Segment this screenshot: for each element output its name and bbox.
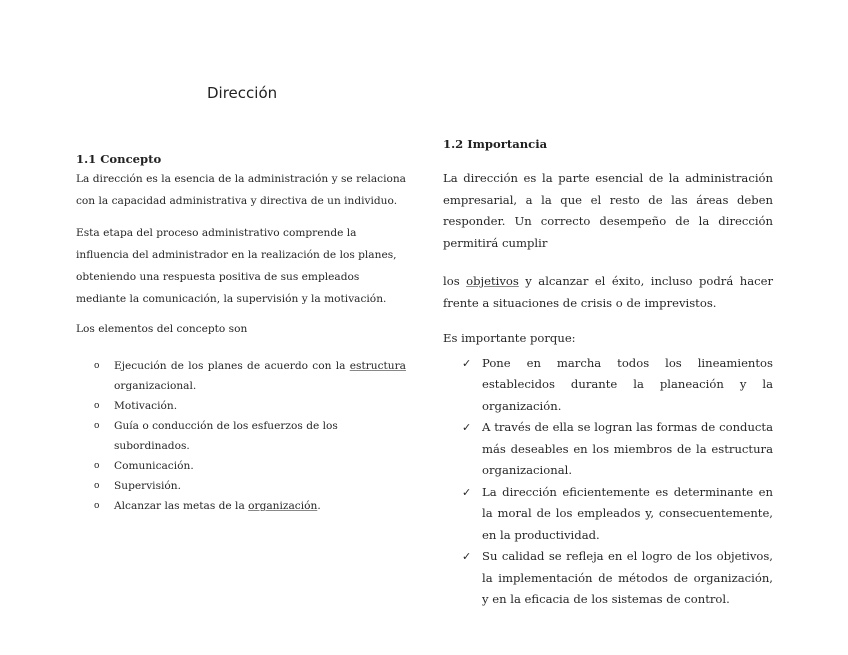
- list-item: ✓ A través de ella se logran las formas de conducta más deseables en los miembros de la estructura organizacional.: [482, 417, 773, 482]
- estructura-link[interactable]: estructura: [349, 360, 406, 372]
- list-item: o Motivación.: [114, 396, 406, 416]
- list-item: o Guía o conducción de los esfuerzos de los subordinados.: [114, 416, 406, 456]
- circle-bullet-icon: o: [94, 361, 100, 371]
- checkmark-icon: ✓: [462, 421, 472, 434]
- concept-paragraph-3: Los elementos del concepto son: [76, 323, 248, 335]
- circle-bullet-icon: o: [94, 501, 100, 511]
- concept-column: [76, 152, 406, 516]
- reasons-list: [443, 353, 773, 611]
- importance-paragraph-2: los objetivos y alcanzar el éxito, incluso podrá hacer frente a situaciones de crisis o de imprevistos.: [443, 274, 773, 310]
- checkmark-icon: ✓: [462, 356, 472, 370]
- circle-bullet-icon: o: [94, 461, 100, 471]
- checkmark-icon: ✓: [462, 550, 472, 563]
- list-item: o Supervisión.: [114, 476, 406, 496]
- list-item: ✓ La dirección eficientemente es determinante en la moral de los empleados y, consecuentemente, en la productividad.: [482, 482, 773, 547]
- list-item: ✓ Pone en marcha todos los lineamientos establecidos durante la planeación y la organización.: [482, 353, 773, 418]
- list-item: o Alcanzar las metas de la organización.: [114, 496, 406, 516]
- objetivos-link[interactable]: objetivos: [466, 274, 519, 288]
- list-item: o Ejecución de los planes de acuerdo con la estructura organizacional.: [114, 356, 406, 396]
- concept-paragraph-1: La dirección es la esencia de la administración y se relaciona con la capacidad administrativa y directiva de un individuo.: [76, 173, 406, 207]
- list-item: o Comunicación.: [114, 456, 406, 476]
- list-item: ✓ Su calidad se refleja en el logro de los objetivos, la implementación de métodos de organización, y en la eficacia de los sistemas de control.: [482, 546, 773, 611]
- checkmark-icon: ✓: [462, 485, 472, 499]
- importance-column: [443, 137, 773, 611]
- page-title: Dirección: [207, 84, 278, 102]
- concept-paragraph-2: Esta etapa del proceso administrativo comprende la influencia del administrador en la realización de los planes, obteniendo una respuesta positiva de sus empleados mediante la comunicación, la supervisión y la motivación.: [76, 227, 397, 305]
- circle-bullet-icon: o: [94, 481, 100, 491]
- importance-paragraph-3: Es importante porque:: [443, 331, 576, 345]
- organizacion-link[interactable]: organización: [248, 500, 318, 512]
- circle-bullet-icon: o: [94, 421, 100, 431]
- circle-bullet-icon: o: [94, 401, 100, 411]
- importance-paragraph-1: La dirección es la parte esencial de la administración empresarial, a la que el resto de las áreas deben responder. Un correcto desempeño de la dirección permitirá cumplir: [443, 171, 773, 250]
- elements-list: [76, 356, 406, 516]
- importance-heading: 1.2 Importancia: [443, 137, 548, 151]
- concept-heading: 1.1 Concepto: [76, 152, 162, 166]
